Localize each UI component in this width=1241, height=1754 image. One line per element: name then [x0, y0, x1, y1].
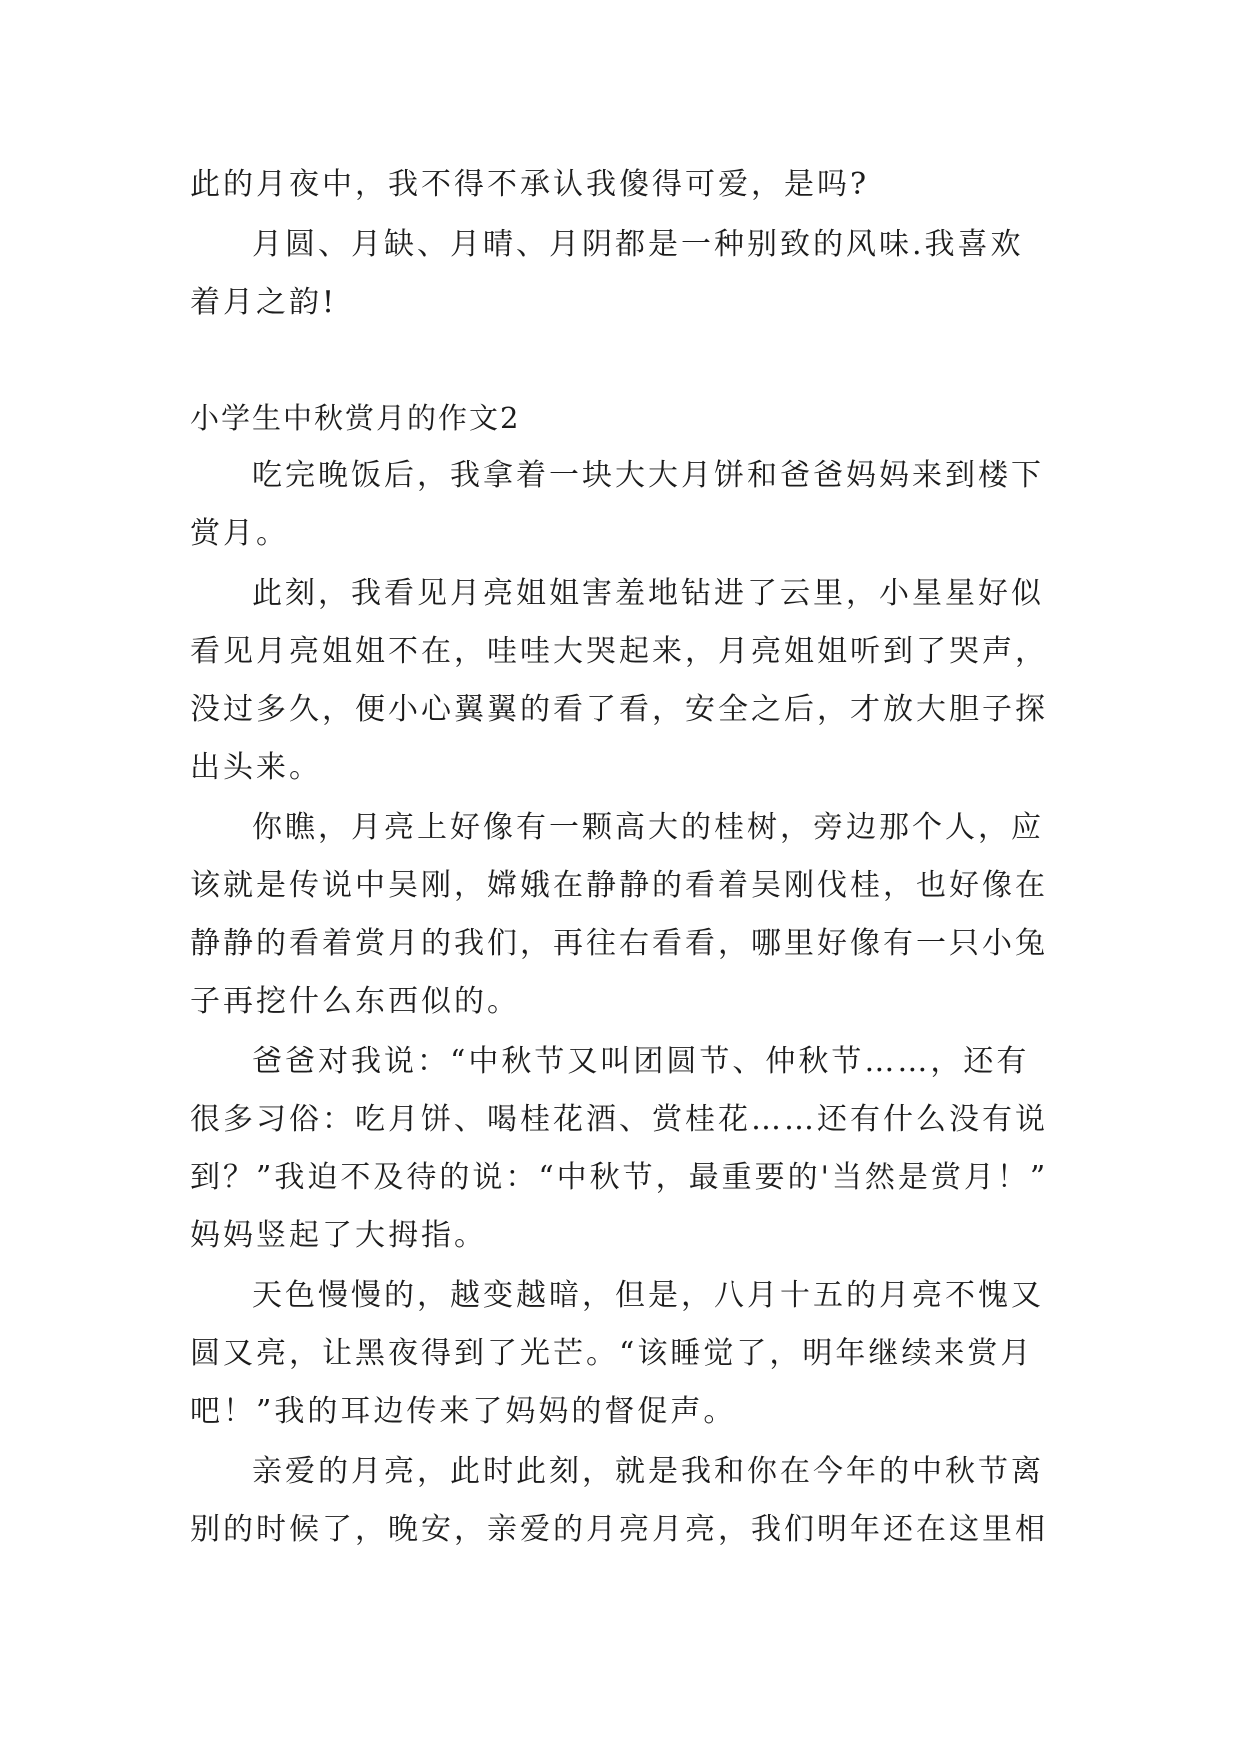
paragraph	[190, 1033, 1190, 1265]
paragraph	[190, 447, 1190, 563]
text-line: 圆又亮，让黑夜得到了光芒。“该睡觉了，明年继续来赏月	[190, 1336, 1034, 1371]
text-line: 出头来。	[190, 750, 322, 785]
text-line: 天色慢慢的，越变越暗，但是，八月十五的月亮不愧又	[252, 1278, 1044, 1313]
text-line: 很多习俗：吃月饼、喝桂花酒、赏桂花……还有什么没有说	[190, 1102, 1048, 1137]
essay-title: 小学生中秋赏月的作文2	[190, 401, 521, 435]
text-line: 亲爱的月亮，此时此刻，就是我和你在今年的中秋节离	[252, 1454, 1044, 1489]
text-line: 吧！”我的耳边传来了妈妈的督促声。	[190, 1394, 737, 1429]
text-line: 你瞧，月亮上好像有一颗高大的桂树，旁边那个人，应	[252, 810, 1044, 845]
text-line: 静静的看着赏月的我们，再往右看看，哪里好像有一只小兔	[190, 926, 1048, 961]
paragraph	[190, 1443, 1190, 1559]
text-line: 没过多久，便小心翼翼的看了看，安全之后，才放大胆子探	[190, 692, 1048, 727]
text-line: 月圆、月缺、月晴、月阴都是一种别致的风味.我喜欢	[252, 227, 1024, 262]
text-line: 此刻，我看见月亮姐姐害羞地钻进了云里，小星星好似	[252, 576, 1044, 611]
paragraph	[190, 216, 1190, 332]
text-line: 到？”我迫不及待的说：“中秋节，最重要的'当然是赏月！”	[190, 1160, 1049, 1195]
text-line: 赏月。	[190, 516, 289, 551]
paragraph	[190, 565, 1190, 797]
text-line: 妈妈竖起了大拇指。	[190, 1218, 487, 1253]
text-line: 子再挖什么东西似的。	[190, 984, 520, 1019]
document-body	[190, 156, 1190, 1561]
text-line: 该就是传说中吴刚，嫦娥在静静的看着吴刚伐桂，也好像在	[190, 868, 1048, 903]
paragraph	[190, 799, 1190, 1031]
text-line: 爸爸对我说：“中秋节又叫团圆节、仲秋节……，还有	[252, 1044, 1030, 1079]
text-line: 着月之韵!	[190, 285, 338, 320]
text-line: 吃完晚饭后，我拿着一块大大月饼和爸爸妈妈来到楼下	[252, 458, 1044, 493]
text-line: 此的月夜中，我不得不承认我傻得可爱，是吗?	[190, 167, 870, 202]
paragraph	[190, 1267, 1190, 1441]
text-line: 别的时候了，晚安，亲爱的月亮月亮，我们明年还在这里相	[190, 1512, 1048, 1547]
paragraph	[190, 156, 1190, 214]
section-spacer	[190, 334, 1190, 389]
text-line: 看见月亮姐姐不在，哇哇大哭起来，月亮姐姐听到了哭声，	[190, 634, 1048, 669]
